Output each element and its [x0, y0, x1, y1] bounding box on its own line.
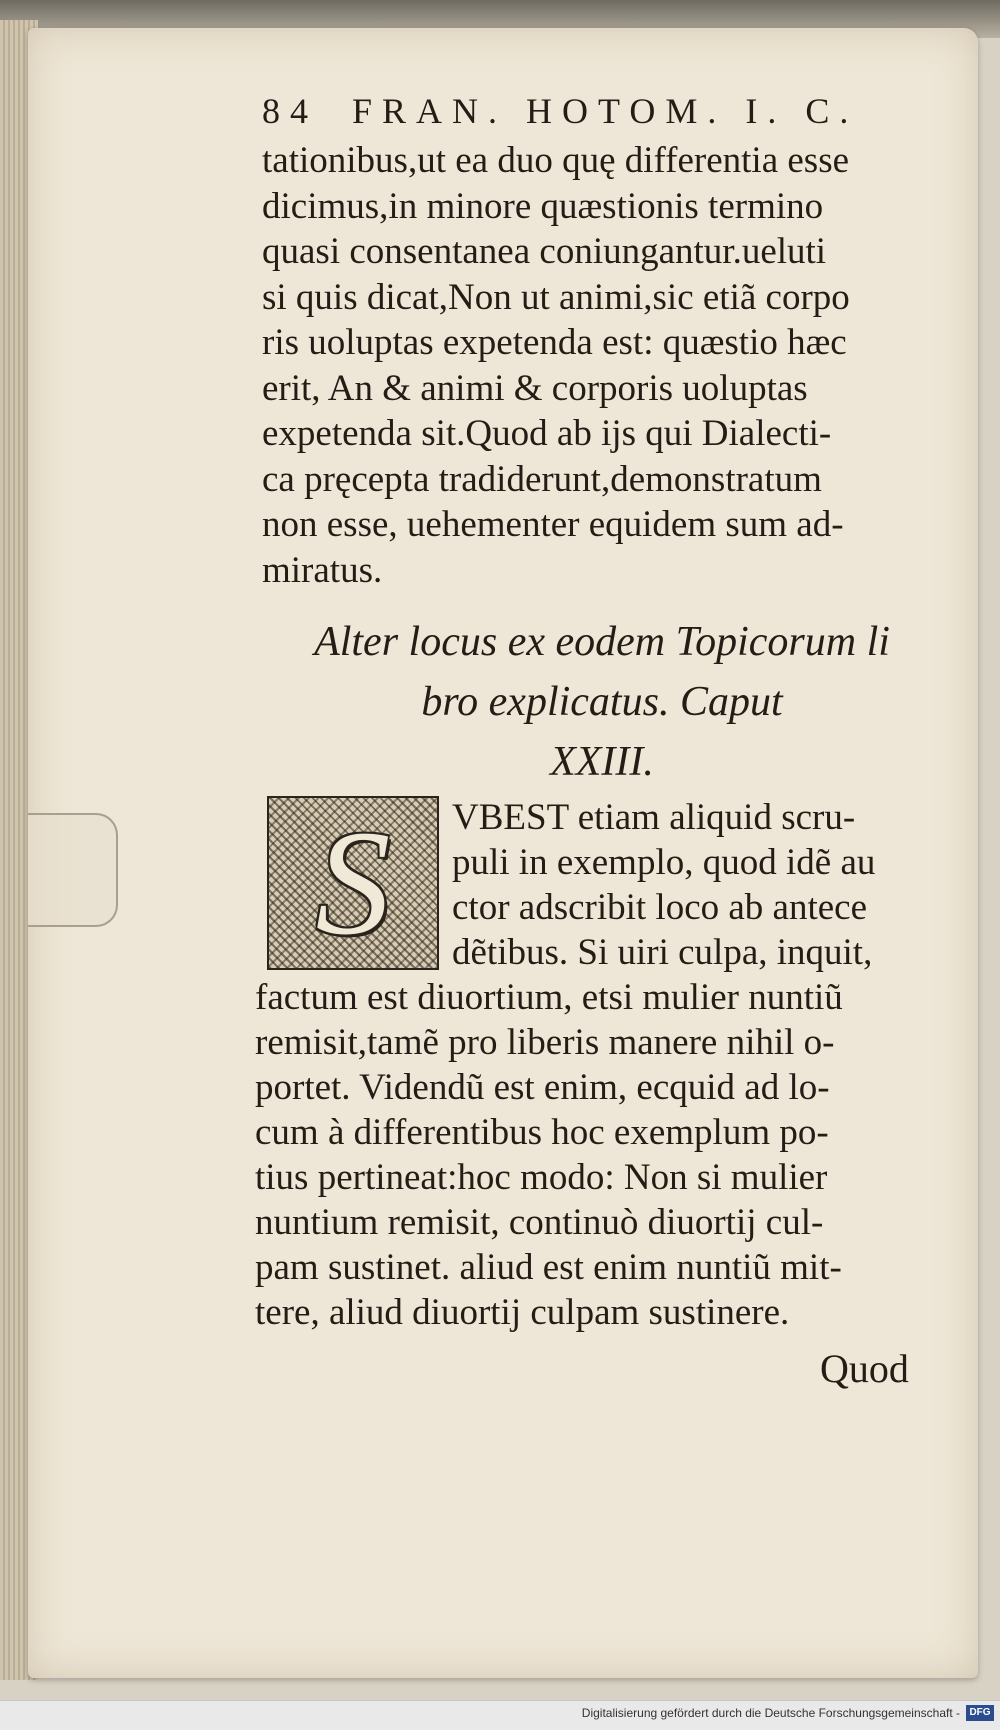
top-text-block [262, 90, 962, 593]
text-line: erit, An & animi & corporis uoluptas [262, 367, 808, 409]
decorated-initial [267, 796, 439, 970]
chapter-heading-line: bro explicatus. Caput [421, 679, 783, 725]
text-line: ca pręcepta tradiderunt,demonstratum [262, 458, 822, 500]
text-line: ctor adscribit loco ab antece [452, 887, 868, 928]
text-line: cum à differentibus hoc exemplum po- [255, 1112, 829, 1153]
text-line: tationibus,ut ea duo quę differentia esse [262, 140, 850, 181]
text-line: si quis dicat,Non ut animi,sic etiã corpo [262, 276, 850, 318]
chapter-heading-line: Alter locus ex eodem Topicorum li [314, 619, 890, 665]
text-line: nuntium remisit, continuò diuortij cul- [255, 1202, 824, 1243]
text-line: dẽtibus. Si uiri culpa, inquit, [452, 932, 873, 973]
dfg-logo: DFG [966, 1705, 994, 1721]
text-line: expetenda sit.Quod ab ijs qui Dialecti- [262, 413, 832, 454]
running-title: FRAN. HOTOM. I. C. [352, 91, 859, 131]
indented-text-block [452, 795, 962, 975]
page-number: 84 [262, 91, 318, 131]
text-line: tius pertineat:hoc modo: Non si mulier [255, 1157, 828, 1198]
catchword: Quod [820, 1346, 909, 1391]
body-text-block [255, 975, 965, 1335]
text-line: quasi consentanea coniungantur.ueluti [262, 231, 827, 272]
text-line: factum est diuortium, etsi mulier nuntiũ [255, 977, 843, 1018]
text-line: VBEST etiam aliquid scru- [452, 797, 856, 838]
text-line: pam sustinet. aliud est enim nuntiũ mit- [255, 1247, 842, 1288]
text-line: remisit,tamẽ pro liberis manere nihil o- [255, 1022, 835, 1063]
text-line: puli in exemplo, quod idẽ au [452, 842, 876, 883]
chapter-heading-line: XXIII. [550, 739, 654, 785]
digitization-credit: Digitalisierung gefördert durch die Deutsche Forschungsgemeinschaft - [581, 1706, 960, 1720]
text-line: dicimus,in minore quæstionis termino [262, 185, 824, 227]
page-clip-tab [28, 813, 118, 927]
initial-letter: S [315, 800, 391, 966]
text-line: portet. Videndũ est enim, ecquid ad lo- [255, 1067, 830, 1108]
chapter-heading [262, 612, 942, 792]
text-line: non esse, uehementer equidem sum ad- [262, 504, 844, 545]
text-line: tere, aliud diuortij culpam sustinere. [255, 1292, 790, 1333]
text-line: ris uoluptas expetenda est: quæstio hæc [262, 322, 847, 363]
text-line: miratus. [262, 549, 383, 591]
running-header [262, 90, 962, 138]
